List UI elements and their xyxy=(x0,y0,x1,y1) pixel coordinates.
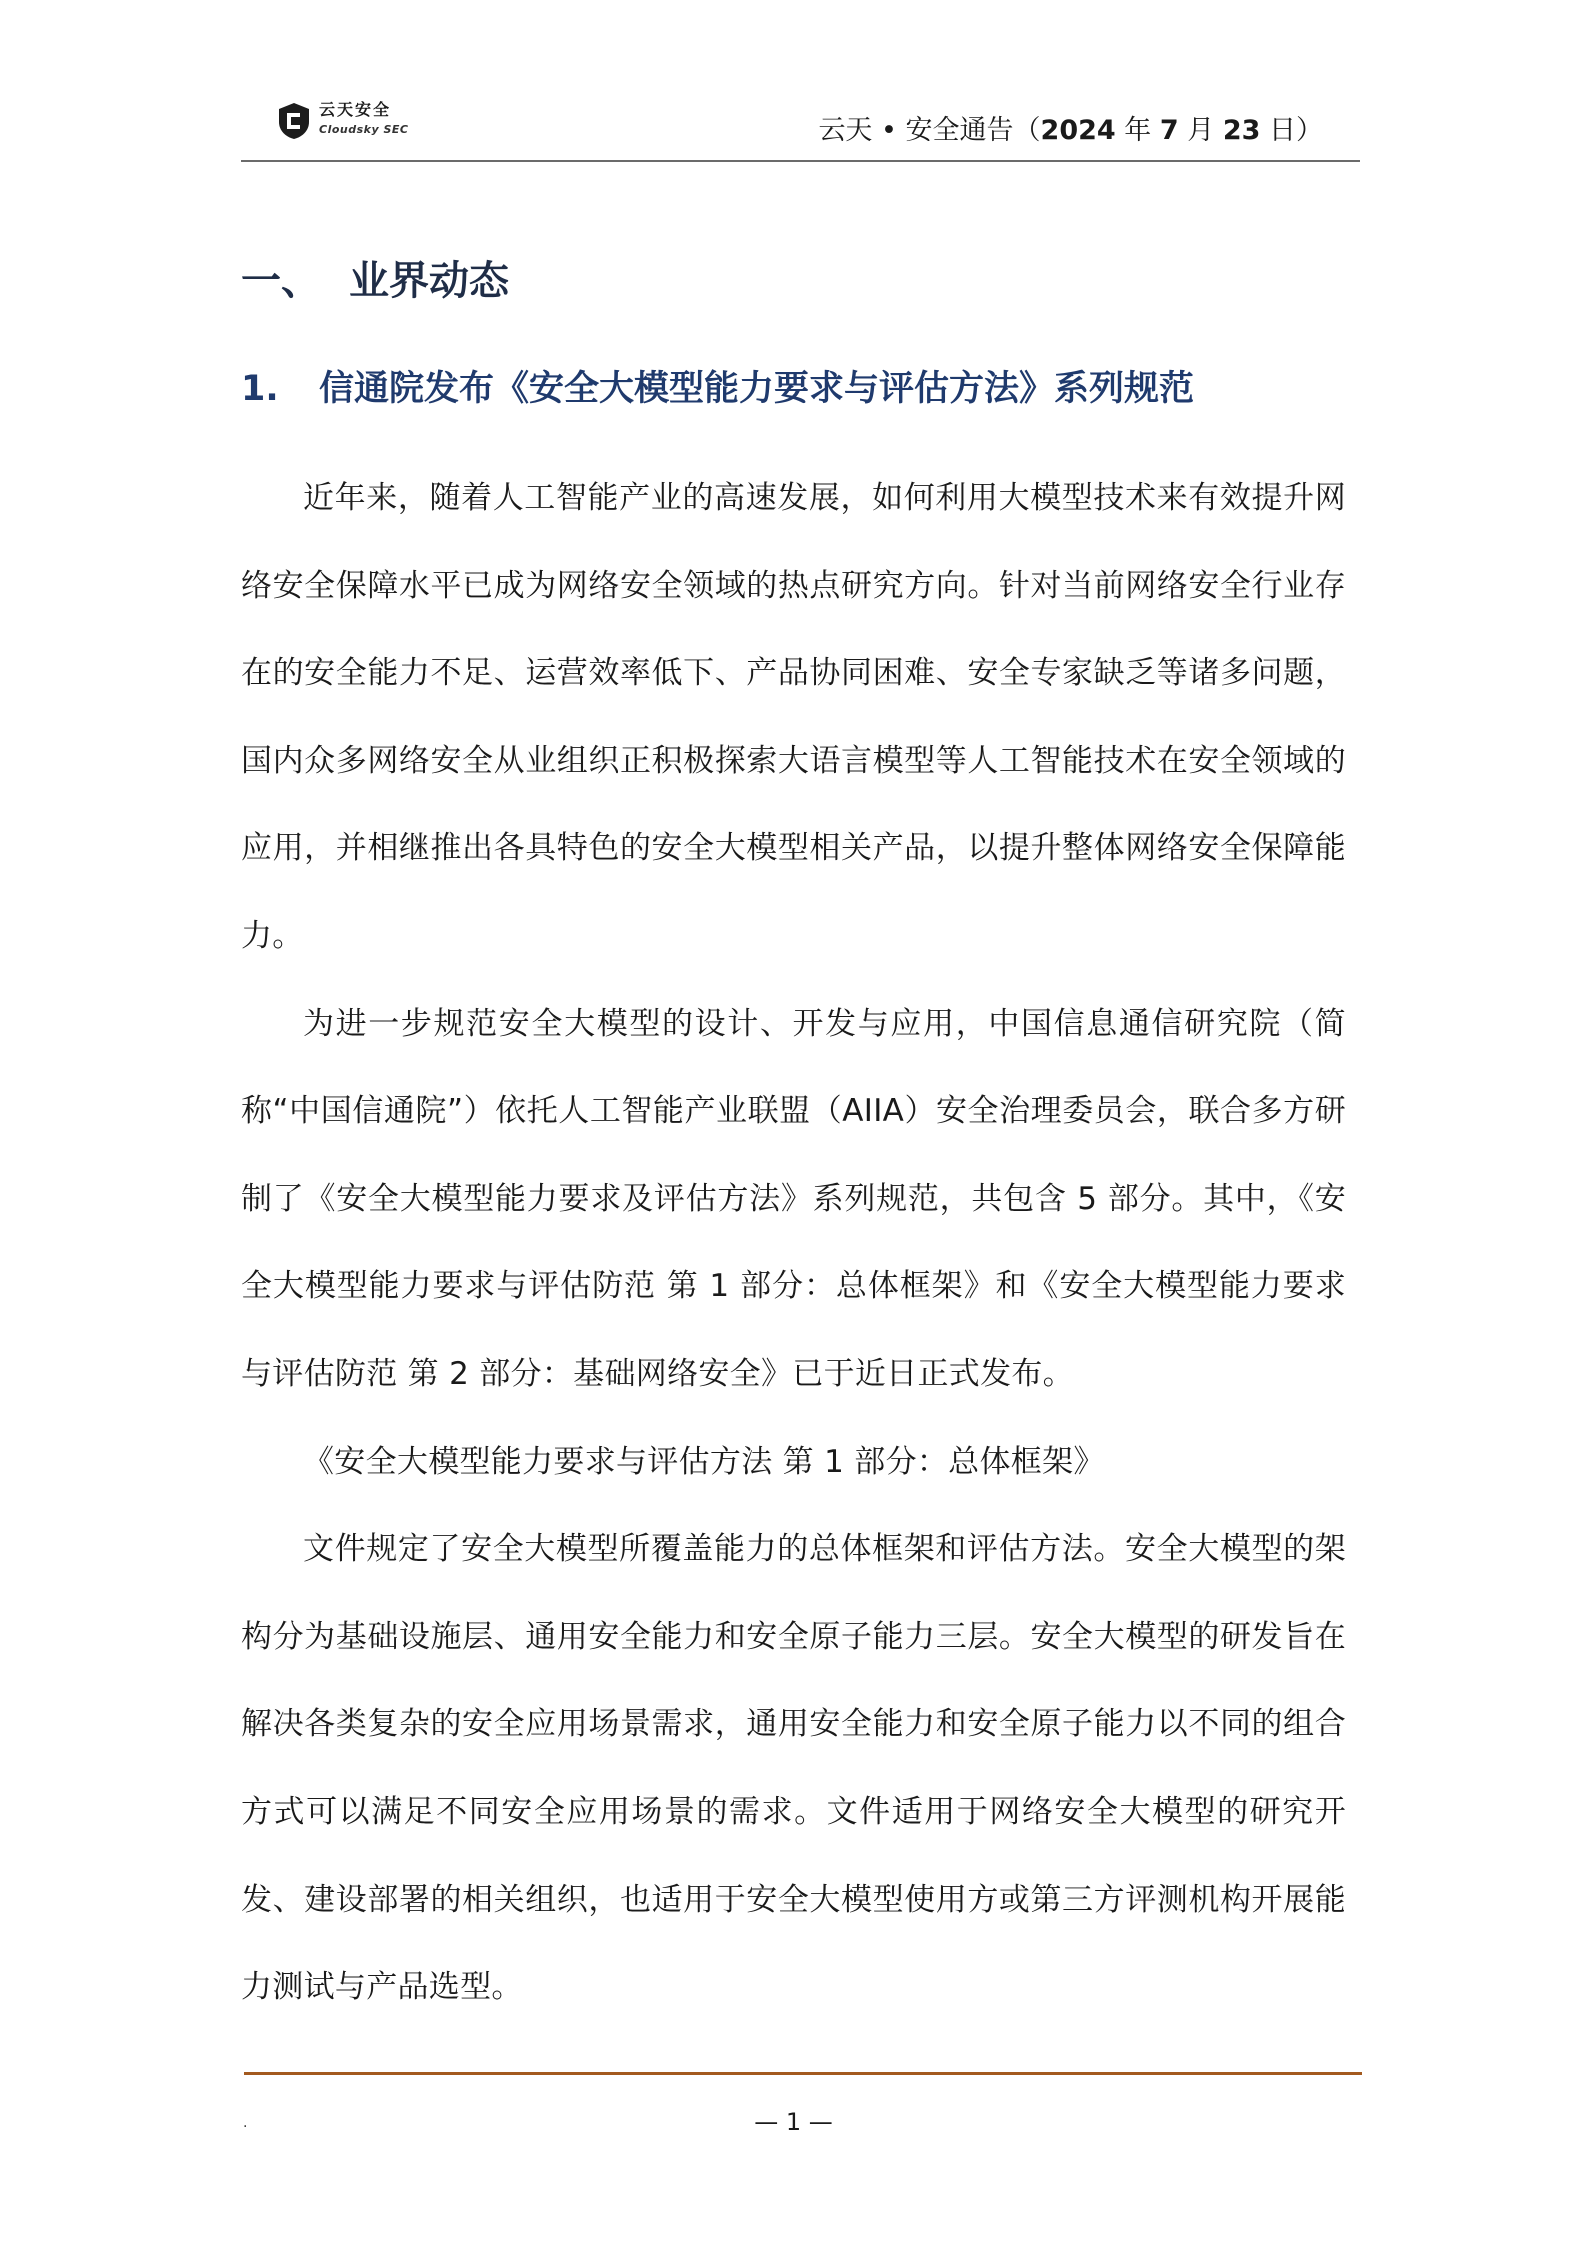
article-body xyxy=(241,455,1346,2032)
company-logo xyxy=(277,98,437,144)
paragraph-document-summary: 文件规定了安全大模型所覆盖能力的总体框架和评估方法。安全大模型的架构分为基础设施层、通用安全能力和安全原子能力三层。安全大模型的研发旨在解决各类复杂的安全应用场景需求，通用安全能力和安全原子能力以不同的组合方式可以满足不同安全应用场景的需求。文件适用于网络安全大模型的研究开发、建设部署的相关组织，也适用于安全大模型使用方或第三方评测机构开展能力测试与产品选型。 xyxy=(241,1531,1346,2006)
section-number: 一、 xyxy=(241,258,321,304)
footer-divider xyxy=(244,2072,1362,2075)
paragraph-background: 为进一步规范安全大模型的设计、开发与应用，中国信息通信研究院（简称“中国信通院”）依托人工智能产业联盟（AIIA）安全治理委员会，联合多方研制了《安全大模型能力要求及评估方法》系列规范，共包含 5 部分。其中，《安全大模型能力要求与评估防范 第 1 部分：总体框架》和《安全大模型能力要求与评估防范 第 2 部分：基础网络安全》已于近日正式发布。 xyxy=(241,1005,1346,1392)
logo-subtext: Cloudsky SEC xyxy=(319,123,409,136)
subsection-title: 信通院发布《安全大模型能力要求与评估方法》系列规范 xyxy=(319,369,1195,409)
paragraph-intro: 近年来，随着人工智能产业的高速发展，如何利用大模型技术来有效提升网络安全保障水平已成为网络安全领域的热点研究方向。针对当前网络安全行业存在的安全能力不足、运营效率低下、产品协同困难、安全专家缺乏等诸多问题，国内众多网络安全从业组织正积极探索大语言模型等人工智能技术在安全领域的应用，并相继推出各具特色的安全大模型相关产品，以提升整体网络安全保障能力。 xyxy=(241,480,1346,954)
bulletin-day: 23 xyxy=(1222,115,1261,146)
bulletin-month-unit: 月 xyxy=(1178,115,1223,146)
subsection-number: 1. xyxy=(241,369,279,409)
logo-text: 云天安全 xyxy=(319,100,392,119)
subsection-heading xyxy=(241,366,1194,412)
page-number: — 1 — xyxy=(754,2108,833,2136)
bulletin-year: 2024 xyxy=(1040,115,1116,146)
bulletin-title-prefix: 云天 • 安全通告（ xyxy=(818,115,1041,146)
section-title: 业界动态 xyxy=(349,258,509,304)
bulletin-title xyxy=(818,114,1323,148)
page-header xyxy=(241,96,1360,162)
footer-mark: . xyxy=(243,2115,248,2131)
bulletin-day-unit: 日） xyxy=(1260,115,1323,146)
paragraph-document-title: 《安全大模型能力要求与评估方法 第 1 部分：总体框架》 xyxy=(303,1443,1105,1480)
bulletin-year-unit: 年 xyxy=(1115,115,1160,146)
shield-logo-icon xyxy=(277,102,311,140)
header-divider xyxy=(241,160,1360,162)
section-heading xyxy=(241,255,509,307)
bulletin-month: 7 xyxy=(1159,115,1179,146)
